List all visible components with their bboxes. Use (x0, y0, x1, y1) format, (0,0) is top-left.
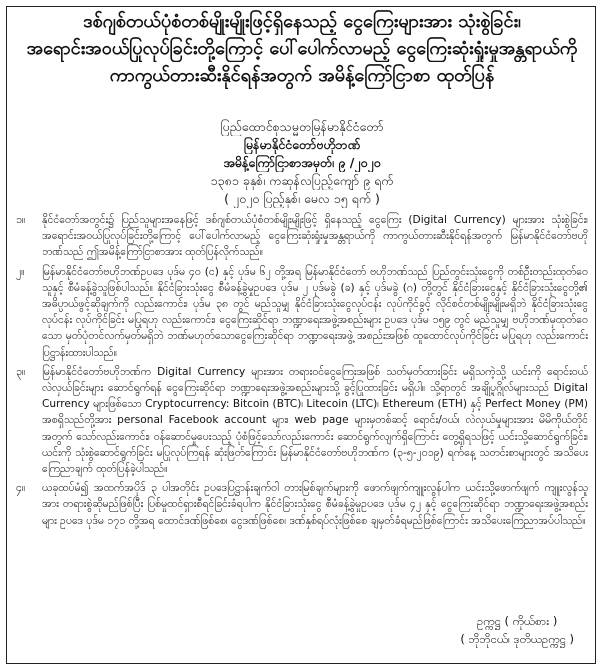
date-myanmar: ၁၃၈၁ ခုနှစ်၊ ကဆုန်လပြည့်ကျော် ၉ ရက် (210, 173, 394, 188)
document-body (16, 212, 588, 532)
paragraph-number: ၄။ (16, 482, 26, 495)
country-name: ပြည်ထောင်စုသမ္မတမြန်မာနိုင်ငံတော် (220, 119, 384, 134)
document-heading (14, 8, 590, 89)
paragraph-number: ၁။ (16, 214, 26, 226)
heading-line-1: ဒစ်ဂျစ်တယ်ပုံစံတစ်မျိုးမျိုးဖြင့်ရှိနေသည့် ငွေကြေးများအား သုံးစွဲခြင်း၊ (83, 11, 521, 32)
paragraph-number: ၃။ (16, 365, 26, 378)
paragraph-1 (16, 212, 588, 261)
paragraph-4 (16, 480, 588, 529)
paragraph-text: နိုင်ငံတော်အတွင်း၌ ပြည်သူများအနေဖြင့် ဒစ်ဂျစ်တယ်ပုံစံတစ်မျိုးမျိုးဖြင့် ရှိနေသည့် ငွေကြေး (Digital Currency) များအား သုံးစွဲခြင်း၊ အရောင်းအဝယ်ပြုလုပ်ခြင်းတို့ကြောင့် ပေါ်ပေါက်လာမည့် ငွေကြေးဆုံးရှုံးမှုအန္တရာယ်ကို ကာကွယ်တားဆီးနိုင်ရန်အတွက် မြန်မာနိုင်ငံတော်ဗဟိုဘဏ်သည် ဤအမိန့်ကြော်ငြာစာအား ထုတ်ပြန်လိုက်သည်။ (42, 214, 588, 259)
paragraph-2 (16, 264, 588, 361)
heading-line-2: အရောင်းအဝယ်ပြုလုပ်ခြင်းတို့ကြောင့် ပေါ်ပေါက်လာမည့် ငွေကြေးဆုံးရှုံးမှုအန္တရာယ်ကို (26, 38, 578, 59)
issuer-block (60, 118, 544, 208)
heading-line-3: ကာကွယ်တားဆီးနိုင်ရန်အတွက် အမိန့်ကြော်ငြာစာ ထုတ်ပြန် (109, 65, 495, 86)
paragraph-text: မြန်မာနိုင်ငံတော်ဗဟိုဘဏ်က Digital Currency များအား တရားဝင်ငွေကြေးအဖြစ် သတ်မှတ်ထားခြင်း မရှိသကဲ့သို့ ယင်းကို ရောင်းဝယ်လဲလှယ်ခြင်းများ ဆောင်ရွက်ရန် ငွေကြေးဆိုင်ရာ ဘဏ္ဍာရေးအဖွဲ့အစည်းများသို့ ခွင့်ပြုထားခြင်း မရှိပါ။ သို့ရာတွင် အချို့ပုဂ္ဂိုလ်များသည် Digital Currency များဖြစ်သော Cryptocurrency: Bitcoin (BTC)၊ Litecoin (LTC)၊ Ethereum (ETH) နှင့် Perfect Money (PM) အစရှိသည်တို့အား personal Facebook account များ၊ web page များမှတစ်ဆင့် ရောင်း/ဝယ်၊ လဲလှယ်မှုများအား မိမိကိုယ်တိုင်အတွက် သော်လည်းကောင်း၊ ဝန်ဆောင်မှုပေးသည့် ပုံစံဖြင့်သော်လည်းကောင်း ဆောင်ရွက်လျက်ရှိကြောင်း တွေ့ရှိရသဖြင့် ယင်းသို့ဆောင်ရွက်ခြင်း၊ ယင်းကို သုံးစွဲဆောင်ရွက်ခြင်း မပြုလုပ်ကြရန် ဆုံးဖြတ်ကြောင်း မြန်မာနိုင်ငံတော်ဗဟိုဘဏ်က (၃-၅-၂၀၁၉) ရက်နေ့ သတင်းစာများတွင် အသိပေး ကြေညာချက် ထုတ်ပြန်ခဲ့ပါသည်။ (42, 365, 588, 476)
paragraph-text: ယခုထပ်မံ၍ အထက်အပိုဒ် ၃ ပါအတိုင်း ဥပဒေပြဋ္ဌာန်းချက်ဝါ တားမြစ်ချက်များကို ဖောက်ဖျက်ကျူးလွန်ပါက ယင်းသို့ဖောက်ဖျက် ကျူးလွန်သူအား တရားစွဲဆိုမည်ဖြစ်ပြီး ပြစ်မှုထင်ရှားစီရင်ခြင်းခံရပါက နိုင်ငံခြားသုံးငွေ စီမံခန့်ခွဲမှုဥပဒေ ပုဒ်မ ၄၂ နှင့် ငွေကြေးဆိုင်ရာ ဘဏ္ဍာရေးအဖွဲ့အစည်းများ ဥပဒေ ပုဒ်မ ၁၇၁ တို့အရ ထောင်ဒဏ်ဖြစ်စေ၊ ငွေဒဏ်ဖြစ်စေ၊ ဒဏ်နှစ်ရပ်လုံးဖြစ်စေ ချမှတ်ခံရမည်ဖြစ်ကြောင်း အသိပေးကြေညာအပ်ပါသည်။ (42, 482, 588, 527)
paragraph-text: မြန်မာနိုင်ငံတော်ဗဟိုဘဏ်ဥပဒေ ပုဒ်မ ၄၀ (င) နှင့် ပုဒ်မ ၆၂ တို့အရ မြန်မာနိုင်ငံတော် ဗဟိုဘဏ်သည် ပြည်တွင်းသုံးငွေကို တစ်ဦးတည်းထုတ်ဝေသူနှင့် စီမံခန့်ခွဲသူဖြစ်ပါသည်။ နိုင်ငံခြားသုံးငွေ စီမံခန့်ခွဲမှုဥပဒေ ပုဒ်မ ၂ ပုဒ်မခွဲ (ခ) နှင့် ပုဒ်မခွဲ (ဂ) တို့တွင် နိုင်ငံခြားငွေနှင့် နိုင်ငံခြားသုံးငွေတို့၏ အဓိပ္ပာယ်ဖွင့်ဆိုချက်ကို လည်းကောင်း၊ ပုဒ်မ ၃၈ တွင် မည်သူမျှ နိုင်ငံခြားသုံးငွေလုပ်ငန်း လုပ်ကိုင်ခွင့် လိုင်စင်တစ်မျိုးမျိုးမရှိဘဲ နိုင်ငံခြားသုံးငွေလုပ်ငန်း လုပ်ကိုင်ခြင်း မပြုရဟု လည်းကောင်း၊ ငွေကြေးဆိုင်ရာ ဘဏ္ဍာရေးအဖွဲ့အစည်းများ ဥပဒေ ပုဒ်မ ၁၅၉ တွင် မည်သူမျှ ဗဟိုဘဏ်မှထုတ်ဝေသော မှတ်ပုံတင်လက်မှတ်မရှိဘဲ ဘဏ်မဟုတ်သောငွေကြေးဆိုင်ရာ ဘဏ္ဍာရေးအဖွဲ့ အစည်းအဖြစ် ထူထောင်လုပ်ကိုင်ခြင်း မပြုရဟု လည်းကောင်း ပြဋ္ဌာန်းထားပါသည်။ (42, 265, 588, 359)
order-number: အမိန့်ကြော်ငြာစာအမှတ်၊ ၉ /၂၀၂၀ (223, 155, 381, 170)
signature-block (460, 612, 574, 648)
paragraph-3 (16, 364, 588, 477)
signature-title: ဥက္ကဋ္ဌ ( ကိုယ်စား ) (476, 614, 558, 628)
date-gregorian: ( ၂၀၂၀ ပြည့်နှစ်၊ မေလ ၁၅ ရက် ) (224, 191, 380, 206)
paragraph-number: ၂။ (16, 265, 25, 278)
bank-name: မြန်မာနိုင်ငံတော်ဗဟိုဘဏ် (243, 137, 361, 152)
signature-name: ( ဘိုဘိုငယ်၊ ဒုတိယဥက္ကဋ္ဌ ) (460, 632, 574, 646)
